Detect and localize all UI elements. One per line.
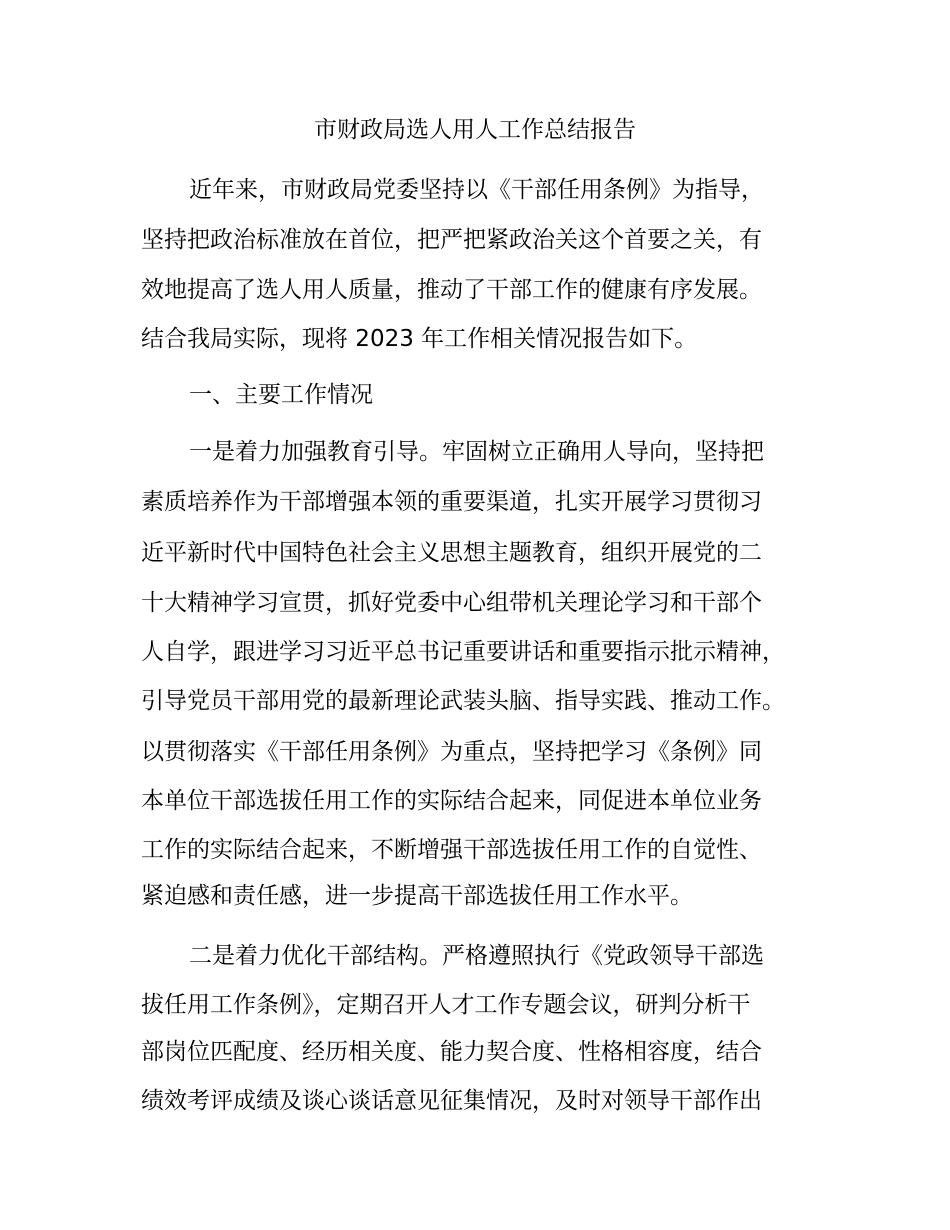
paragraph-line: 引导党员干部用党的最新理论武装头脑、指导实践、推动工作。	[141, 688, 785, 714]
paragraph-line: 素质培养作为干部增强本领的重要渠道，扎实开展学习贯彻习	[141, 489, 762, 515]
paragraph-line: 二是着力优化干部结构。严格遵照执行《党政领导干部选	[189, 943, 764, 969]
paragraph-line: 工作的实际结合起来，不断增强干部选拔任用工作的自觉性、	[141, 837, 762, 863]
paragraph-line: 近年来，市财政局党委坚持以《干部任用条例》为指导，	[189, 177, 764, 203]
paragraph-line: 部岗位匹配度、经历相关度、能力契合度、性格相容度，结合	[141, 1039, 762, 1065]
paragraph-line: 拔任用工作条例》，定期召开人才工作专题会议，研判分析干	[141, 992, 751, 1018]
paragraph-line: 紧迫感和责任感，进一步提高干部选拔任用工作水平。	[141, 883, 693, 909]
paragraph-line: 效地提高了选人用人质量，推动了干部工作的健康有序发展。	[141, 277, 762, 303]
paragraph-line: 十大精神学习宣贯，抓好党委中心组带机关理论学习和干部个	[141, 590, 762, 616]
paragraph-line: 人自学，跟进学习习近平总书记重要讲话和重要指示批示精神，	[141, 639, 785, 665]
paragraph-line: 绩效考评成绩及谈心谈话意见征集情况，及时对领导干部作出	[141, 1088, 762, 1114]
paragraph-line: 坚持把政治标准放在首位，把严把紧政治关这个首要之关，有	[141, 227, 762, 253]
paragraph-line: 一是着力加强教育引导。牢固树立正确用人导向，坚持把	[189, 439, 764, 465]
document-title: 市财政局选人用人工作总结报告	[314, 117, 636, 143]
paragraph-line: 以贯彻落实《干部任用条例》为重点，坚持把学习《条例》同	[141, 739, 762, 765]
section-heading: 一、主要工作情况	[189, 382, 373, 408]
paragraph-line: 结合我局实际，现将 2023 年工作相关情况报告如下。	[141, 326, 698, 352]
paragraph-line: 本单位干部选拔任用工作的实际结合起来，同促进本单位业务	[141, 788, 762, 814]
paragraph-line: 近平新时代中国特色社会主义思想主题教育，组织开展党的二	[141, 540, 762, 566]
